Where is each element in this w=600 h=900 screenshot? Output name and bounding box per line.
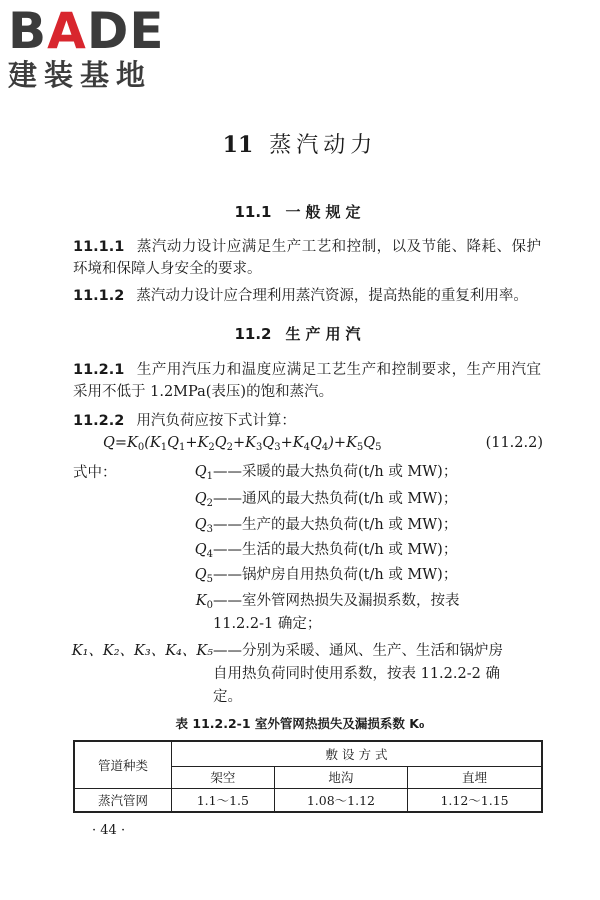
logo-accent-letter: A (47, 2, 87, 60)
table-column-header: 架空 (172, 766, 275, 788)
chapter-title-text: 蒸汽动力 (269, 133, 378, 158)
clause-paragraph (73, 410, 541, 432)
formula-number: (11.2.2) (485, 435, 543, 451)
formula-11-2-2: $Q=K_0(K_1Q_1+K_2Q_2+K_3Q_3+K_4Q_4)+K_5Q_5$ (11.2.2) (103, 435, 543, 453)
definition-item: $Q_5$ ——锅炉房自用热负荷(t/h 或 MW)； (194, 567, 458, 585)
logo-chinese-text: 建装基地 (8, 58, 153, 92)
page-number: · 44 · (92, 823, 126, 838)
chapter-number: 11 (222, 132, 254, 158)
clause-number: 11.1.1 (73, 239, 125, 255)
section-heading: 11.2 生产用汽 (234, 325, 366, 343)
table-group-header: 敷 设 方 式 (172, 741, 543, 766)
table-row-header: 管道种类 (74, 741, 172, 788)
clause-paragraph (73, 359, 541, 403)
definition-item: $Q_4$ ——生活的最大热负荷(t/h 或 MW)； (194, 542, 458, 560)
clause-paragraph (73, 236, 541, 280)
clause-number: 11.2.1 (73, 362, 125, 378)
clause-number: 11.2.2 (73, 413, 125, 429)
clause-text: 蒸汽动力设计应满足生产工艺和控制，以及节能、降耗、保护环境和保障人身安全的要求。 (73, 239, 541, 277)
table-cell: 1.12～1.15 (408, 788, 542, 812)
table-cell: 1.1～1.5 (172, 788, 275, 812)
clause-paragraph (73, 285, 541, 307)
table-row (74, 788, 542, 812)
where-label: 式中： (73, 465, 117, 481)
loss-coefficient-table (73, 740, 543, 813)
table-caption: 表 11.2.2-1 室外管网热损失及漏损系数 K₀ (175, 716, 425, 731)
definition-item: $K_0$ ——室外管网热损失及漏损系数，按表 11.2.2-1 确定； (195, 593, 460, 632)
clause-text: 蒸汽动力设计应合理利用蒸汽资源，提高热能的重复利用率。 (136, 288, 528, 304)
table-column-header: 地沟 (274, 766, 407, 788)
logo-wordmark: BADE (8, 2, 165, 60)
clause-number: 11.1.2 (73, 288, 125, 304)
bade-logo (8, 2, 188, 92)
definition-item: $Q_3$ ——生产的最大热负荷(t/h 或 MW)； (194, 517, 458, 535)
table-cell: 1.08～1.12 (274, 788, 407, 812)
chapter-title (0, 128, 600, 159)
clause-text: 生产用汽压力和温度应满足工艺生产和控制要求，生产用汽宜采用不低于 1.2MPa(表压)的饱和蒸汽。 (73, 362, 541, 400)
definition-item: $Q_1$ ——采暖的最大热负荷(t/h 或 MW)； (194, 464, 458, 482)
clause-text: 用汽负荷应按下式计算： (136, 413, 296, 429)
table-cell: 蒸汽管网 (74, 788, 172, 812)
definition-item: $Q_2$ ——通风的最大热负荷(t/h 或 MW)； (194, 491, 458, 509)
table-column-header: 直埋 (408, 766, 542, 788)
definition-item: K₁、K₂、K₃、K₄、K₅ ——分别为采暖、通风、生产、生活和锅炉房自用热负荷同时使用系数，按表 11.2.2-2 确定。 (71, 643, 503, 705)
section-heading: 11.1 一般规定 (234, 203, 366, 221)
